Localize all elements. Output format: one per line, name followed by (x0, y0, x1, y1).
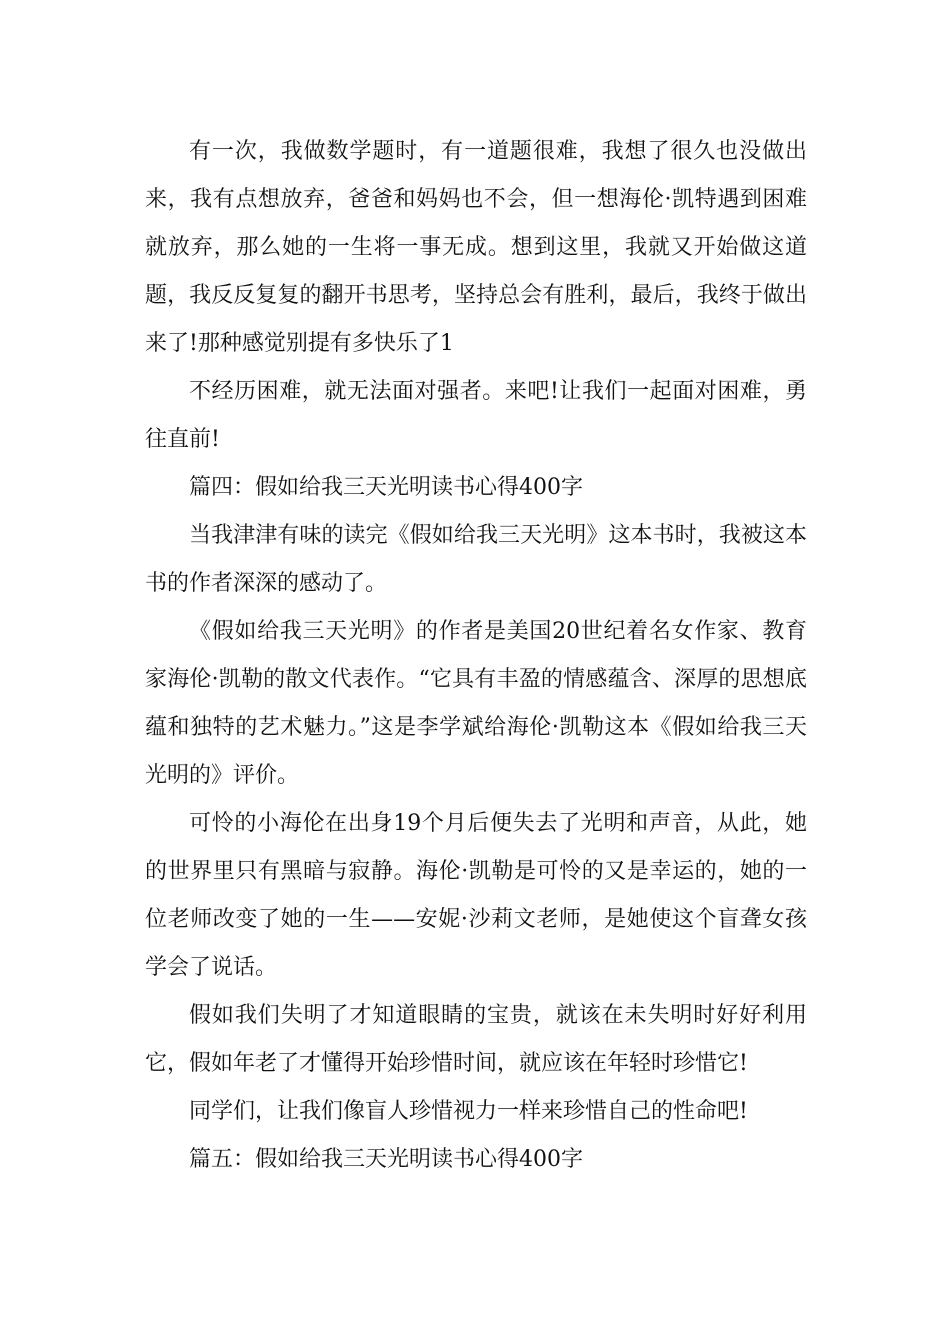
paragraph-cherish-time: 假如我们失明了才知道眼睛的宝贵，就该在未失明时好好利用它，假如年老了才懂得开始珍惜时间，就应该在年轻时珍惜它! (145, 1003, 807, 1076)
section-heading-4: 篇四：假如给我三天光明读书心得400字 (189, 475, 583, 500)
section-heading-5: 篇五：假如给我三天光明读书心得400字 (189, 1147, 583, 1172)
paragraph-helen-story: 可怜的小海伦在出身19个月后便失去了光明和声音，从此，她的世界里只有黑暗与寂静。海伦·凯勒是可怜的又是幸运的，她的一位老师改变了她的一生——安妮·沙莉文老师，是她使这个盲聋女孩学会了说话。 (145, 811, 807, 980)
paragraph-finished-reading: 当我津津有味的读完《假如给我三天光明》这本书时，我被这本书的作者深深的感动了。 (145, 523, 807, 596)
paragraph-book-intro: 《假如给我三天光明》的作者是美国20世纪着名女作家、教育家海伦·凯勒的散文代表作。“它具有丰盈的情感蕴含、深厚的思想底蕴和独特的艺术魅力。”这是李学斌给海伦·凯勒这本《假如给我三天光明的》评价。 (145, 619, 807, 788)
paragraph-math-problem: 有一次，我做数学题时，有一道题很难，我想了很久也没做出来，我有点想放弃，爸爸和妈妈也不会，但一想海伦·凯特遇到困难就放弃，那么她的一生将一事无成。想到这里，我就又开始做这道题，我反反复复的翻开书思考，坚持总会有胜利，最后，我终于做出来了!那种感觉别提有多快乐了1 (145, 139, 807, 356)
document-body (145, 128, 807, 1184)
paragraph-cherish-life: 同学们，让我们像盲人珍惜视力一样来珍惜自己的性命吧! (189, 1099, 748, 1124)
paragraph-face-difficulty: 不经历困难，就无法面对强者。来吧!让我们一起面对困难，勇往直前! (145, 379, 807, 452)
